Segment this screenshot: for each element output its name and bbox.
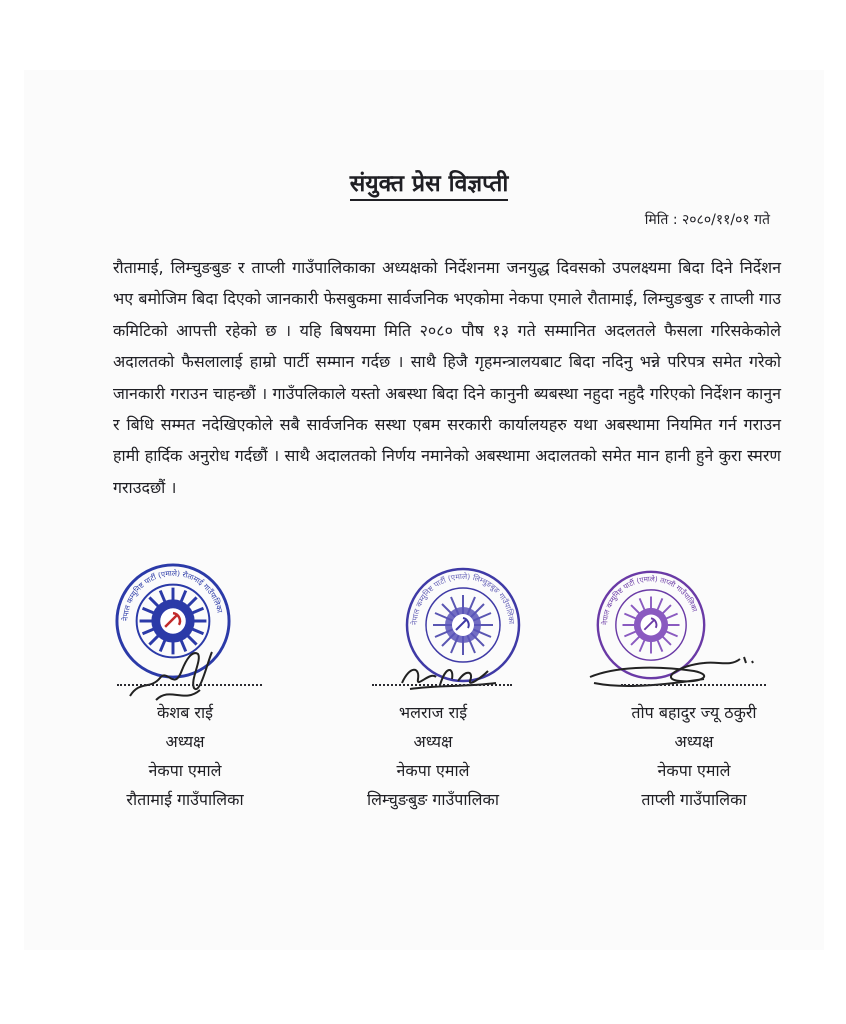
signatory-municipality: रौतामाई गाउँपालिका [126,790,244,809]
document-title: संयुक्त प्रेस विज्ञप्ती [0,166,846,198]
svg-text:नेपाल कम्युनिष्ट पार्टी (एमाले: नेपाल कम्युनिष्ट पार्टी (एमाले) लिम्चुङबुङ गाउँपालिका [409,571,517,626]
svg-text:नेपाल कम्युनिष्ट पार्टी (एमाले: नेपाल कम्युनिष्ट पार्टी (एमाले) रौतामाई गाउँपालिका [120,568,225,622]
document-body: रौतामाई, लिम्चुङबुङ र ताप्ली गाउँपालिकाका अध्यक्षको निर्देशनमा जनयुद्ध दिवसको उपलक्ष्यमा बिदा दिने निर्देशन भए बमोजिम बिदा दिएको जानकारी फेसबुकमा सार्वजनिक भएकोमा नेकपा एमाले रौतामाई, लिम्चुङबुङ र ताप्ली गाउ कमिटिको आपत्ती रहेको छ । यहि बिषयमा मिति २०८० पौष १३ गते सम्मानित अदलतले फैसला गरिसकेकोले अदालतको फैसलालाई हाम्रो पार्टी सम्मान गर्दछ । साथै हिजै गृहमन्त्रालयबाट बिदा नदिनु भन्ने परिपत्र समेत गरेको जानकारी गराउन चाहन्छौं । गाउँपलिकाले यस्तो अबस्था बिदा दिने कानुनी ब्यबस्था नहुदा नहुदै गरिएको निर्देशन कानुन र बिधि सम्मत नदेखिएकोले सबै सार्वजनिक सस्था एबम सरकारी कार्यालयहरु यथा अबस्थामा नियमित गर्न गराउन हामी हार्दिक अनुरोध गर्दछौं । साथै अदालतको निर्णय नमानेको अबस्थामा अदालतको समेत मान हानी हुने कुरा स्मरण गराउदछौं । [113,258,781,497]
signatory-name: केशब राई [157,703,213,722]
svg-text:नेपाल कम्युनिष्ट पार्टी (एमाले: नेपाल कम्युनिष्ट पार्टी (एमाले) ताप्ली गाउँपालिका [600,574,700,626]
signatory-block [65,698,305,814]
document-date: मिति : २०८०/११/०१ गते [644,212,770,228]
signature-bhalraj-rai [396,655,506,695]
signatory-role: अध्यक्ष [165,732,205,751]
signatory-municipality: लिम्चुङबुङ गाउँपालिका [367,790,499,809]
signatory-party: नेकपा एमाले [657,761,731,780]
signatory-role: अध्यक्ष [413,732,453,751]
signatory-role: अध्यक्ष [674,732,714,751]
paper-sheet [24,70,824,950]
signatory-block [574,698,814,814]
signatory-name: तोप बहादुर ज्यू ठकुरी [631,703,757,722]
signatory-party: नेकपा एमाले [396,761,470,780]
signatory-municipality: ताप्ली गाउँपालिका [641,790,747,809]
signature-line [621,684,766,686]
signatory-name: भलराज राई [398,703,468,722]
signature-line [372,684,512,686]
signature-line [117,684,262,686]
signatory-party: नेकपा एमाले [148,761,222,780]
signatory-block [313,698,553,814]
